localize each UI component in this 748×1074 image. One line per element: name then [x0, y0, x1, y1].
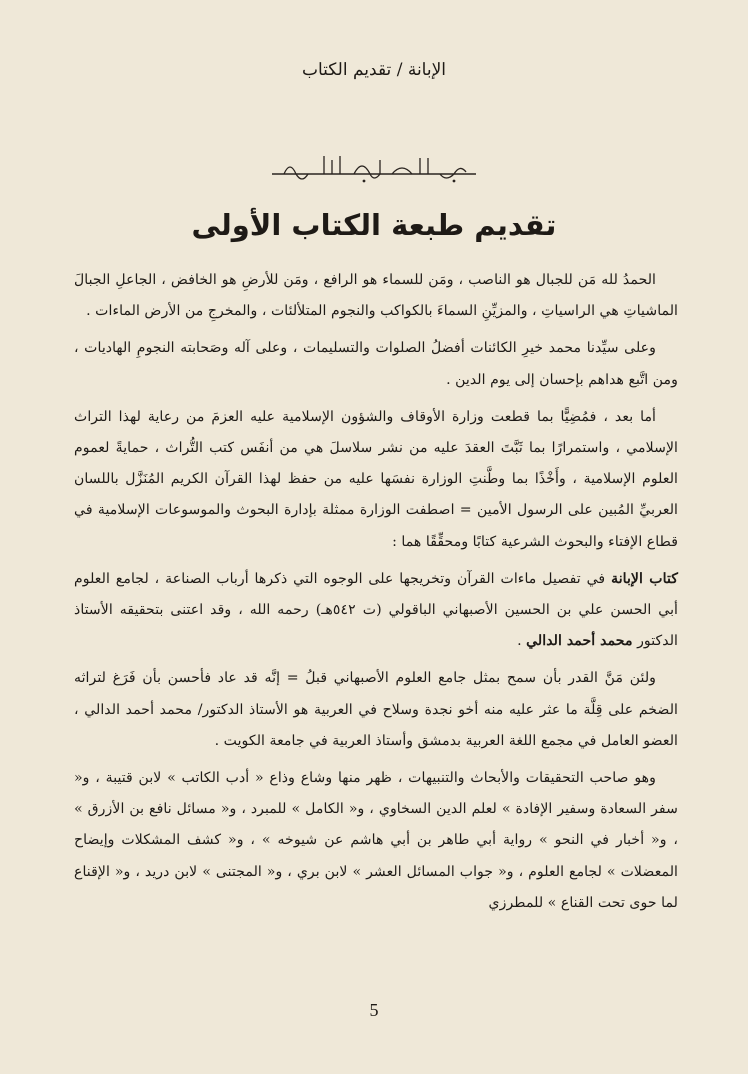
book-title-bold: كتاب الإبانة — [611, 570, 678, 587]
paragraph: ولئن مَنَّ القدر بأن سمح بمثل جامع العلوم الأصبهاني قبلُ = إنَّه قد عاد فأحسن بأن فَرَغ لتراثه الضخم على قِلَّة ما عثر عليه منه أخو نجدة وسلاح في العربية هو الأستاذ الدكتور/ محمد أحمد الدالي ، العضو العامل في مجمع اللغة العربية بدمشق وأستاذ العربية في جامعة الكويت . — [74, 670, 678, 749]
paragraph: وهو صاحب التحقيقات والأبحاث والتنبيهات ، ظهر منها وشاع وذاع « أدب الكاتب » لابن قتيبة ، و« سفر السعادة وسفير الإفادة » لعلم الدين السخاوي ، و« الكامل » للمبرد ، و« مسائل نافع بن الأزرق » ، و« أخبار في النحو » رواية أبي طاهر بن أبي هاشم عن شيوخه » ، و« كشف المشكلات وإيضاح المعضلات » لجامع العلوم ، و« جواب المسائل العشر » لابن بري ، و« المجتنى » لابن دريد ، و« الإقناع لما حوى تحت القناع » للمطرزي — [74, 770, 678, 911]
basmala-calligraphy-icon — [264, 148, 484, 188]
paragraph-text: في تفصيل ماءات القرآن وتخريجها على الوجوه التي ذكرها أرباب الصناعة ، لجامع العلوم أبي الحسن علي بن الحسين الأصبهاني الباقولي (ت ٥٤٢هـ) رحمه الله ، وقد اعتنى بتحقيقه الأستاذ الدكتور — [74, 570, 678, 650]
editor-name-bold: محمد أحمد الدالي — [526, 633, 633, 650]
paragraph: الحمدُ لله مَن للجبال هو الناصب ، ومَن للسماء هو الرافع ، ومَن للأرضِ هو الخافض ، الجاعلِ الجبالَ الماشياتِ هي الراسياتِ ، والمزيِّنِ السماءَ بالكواكب والنجوم المتلألئات ، والمخرجِ من الأرض الماءات . — [74, 272, 678, 320]
section-title: تقديم طبعة الكتاب الأولى — [191, 208, 557, 242]
paragraph-tail: . — [517, 633, 527, 650]
running-header: الإبانة / تقديم الكتاب — [301, 60, 447, 80]
paragraph: أما بعد ، فمُضِيًّا بما قطعت وزارة الأوقاف والشؤون الإسلامية عليه العزمَ من رعاية لهذا التراث الإسلامي ، واستمرارًا بما ثَبَّتَ العقدَ عليه من نشر سلاسلَ هي من أنفَس كتب التُّراث ، حمايةً لعموم العلوم الإسلامية ، وأَخْذًا بما وطَّنتِ الوزارة نفسَها عليه من حفظ لهذا القرآن الكريم المُنَزَّل باللسان العربيِّ المُبين على الرسول الأمين = اصطفت الوزارة ممثلة بإدارة البحوث والموسوعات الإسلامية في قطاع الإفتاء والبحوث الشرعية كتابًا ومحقِّقًا هما : — [74, 408, 678, 550]
page-number: 5 — [369, 1000, 379, 1020]
paragraph: وعلى سيِّدنا محمد خيرِ الكائنات أفضلُ الصلوات والتسليمات ، وعلى آله وصَحابته النجومِ الهاديات ، ومن اتَّبع هداهم بإحسان إلى يوم الدين . — [74, 340, 678, 388]
body-text — [74, 265, 678, 925]
basmala-ornament — [0, 148, 748, 192]
paragraph — [74, 564, 678, 658]
